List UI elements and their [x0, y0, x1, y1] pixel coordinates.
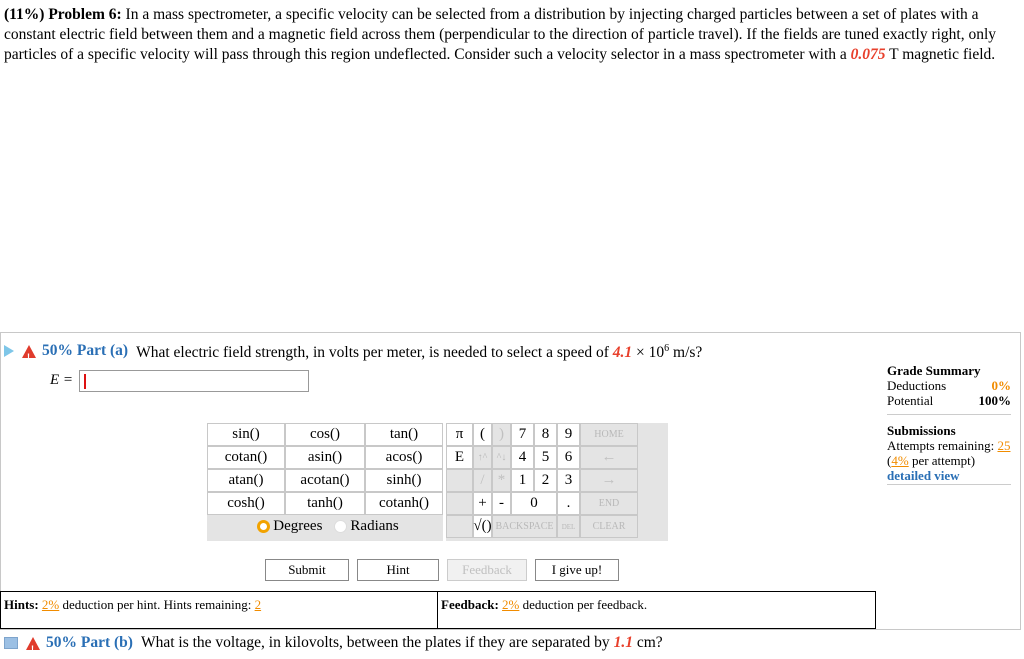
key-backspace[interactable]: BACKSPACE [492, 515, 557, 538]
key-multiply[interactable]: * [492, 469, 511, 492]
key-8[interactable]: 8 [534, 423, 557, 446]
attempts-remaining: Attempts remaining: 25 [887, 438, 1011, 453]
answer-input[interactable] [79, 370, 309, 392]
key-clear[interactable]: CLEAR [580, 515, 638, 538]
deductions-label: Deductions [887, 378, 947, 393]
key-2[interactable]: 2 [534, 469, 557, 492]
action-buttons [265, 559, 627, 581]
key-lparen[interactable]: ( [473, 423, 492, 446]
key-sinh[interactable]: sinh() [365, 469, 443, 492]
key-cosh[interactable]: cosh() [207, 492, 285, 515]
key-pi[interactable]: π [446, 423, 473, 446]
degrees-radio[interactable] [257, 520, 270, 533]
grade-summary [887, 363, 1011, 485]
part-b-label[interactable]: 50% Part (b) [46, 634, 133, 651]
key-acos[interactable]: acos() [365, 446, 443, 469]
key-blank-2 [446, 492, 473, 515]
distance-value: 1.1 [613, 634, 633, 651]
key-7[interactable]: 7 [511, 423, 534, 446]
potential-label: Potential [887, 393, 934, 408]
angle-mode [207, 515, 443, 538]
part-b-title [4, 633, 663, 653]
part-a-label: 50% Part (a) [42, 342, 129, 360]
speed-value: 4.1 [612, 344, 633, 362]
radians-label: Radians [350, 518, 399, 534]
key-asin[interactable]: asin() [285, 446, 365, 469]
magnetic-field-value: 0.075 [850, 46, 886, 63]
hint-button[interactable]: Hint [357, 559, 439, 581]
key-6[interactable]: 6 [557, 446, 580, 469]
key-3[interactable]: 3 [557, 469, 580, 492]
key-sqrt[interactable]: √() [473, 515, 492, 538]
key-4[interactable]: 4 [511, 446, 534, 469]
key-home[interactable]: HOME [580, 423, 638, 446]
key-sin[interactable]: sin() [207, 423, 285, 446]
problem-weight: (11%) [4, 6, 45, 23]
key-blank [446, 469, 473, 492]
key-minus[interactable]: - [492, 492, 511, 515]
key-0[interactable]: 0 [511, 492, 557, 515]
key-cotanh[interactable]: cotanh() [365, 492, 443, 515]
problem-text-1: In a mass spectrometer, a specific velocity can be selected from a distribution by injecting charged particles between a set of plates with a constant electric field between them and a magnetic field across them (perpendicular to the direction of particle travel). If the fields are tuned exactly right, only particles of a specific velocity will pass through this region undeflected. Consider such a velocity selector in a mass spectrometer with a [4, 6, 997, 63]
key-divide[interactable]: / [473, 469, 492, 492]
key-e[interactable]: E [446, 446, 473, 469]
submit-button[interactable]: Submit [265, 559, 349, 581]
collapse-icon[interactable] [4, 637, 18, 649]
key-rparen[interactable]: ) [492, 423, 511, 446]
key-acotan[interactable]: acotan() [285, 469, 365, 492]
key-blank-3 [446, 515, 473, 538]
part-a-title [4, 339, 702, 363]
attempts-value: 25 [997, 438, 1011, 453]
submissions-title: Submissions [887, 423, 956, 438]
part-b-question: What is the voltage, in kilovolts, between the plates if they are separated by 1.1 cm? [140, 634, 663, 651]
key-del[interactable]: DEL [557, 515, 580, 538]
problem-number: Problem 6: [48, 6, 122, 23]
key-up[interactable]: ↑^ [473, 446, 492, 469]
key-9[interactable]: 9 [557, 423, 580, 446]
text-caret [84, 374, 86, 389]
radians-radio[interactable] [334, 520, 347, 533]
feedback-button[interactable]: Feedback [447, 559, 527, 581]
key-tan[interactable]: tan() [365, 423, 443, 446]
key-end[interactable]: END [580, 492, 638, 515]
detailed-view-link[interactable]: detailed view [887, 468, 1011, 485]
warning-icon: ! [22, 345, 36, 358]
key-down[interactable]: ^↓ [492, 446, 511, 469]
answer-variable-label: E = [50, 372, 74, 388]
potential-value: 100% [978, 393, 1011, 408]
per-attempt: (4% per attempt) [887, 453, 976, 468]
key-dot[interactable]: . [557, 492, 580, 515]
right-arrow-icon[interactable]: → [580, 469, 638, 492]
left-arrow-icon[interactable]: ← [580, 446, 638, 469]
feedback-info: Feedback: 2% deduction per feedback. [437, 591, 876, 629]
warning-icon: ! [26, 637, 40, 650]
deductions-value: 0% [991, 378, 1011, 393]
key-atan[interactable]: atan() [207, 469, 285, 492]
hints-info: Hints: 2% deduction per hint. Hints remaining: 2 [0, 591, 437, 629]
grade-summary-title: Grade Summary [887, 363, 981, 378]
numeric-keypad [446, 423, 668, 541]
give-up-button[interactable]: I give up! [535, 559, 619, 581]
key-cotan[interactable]: cotan() [207, 446, 285, 469]
function-keypad [207, 423, 443, 541]
key-tanh[interactable]: tanh() [285, 492, 365, 515]
key-1[interactable]: 1 [511, 469, 534, 492]
key-cos[interactable]: cos() [285, 423, 365, 446]
key-plus[interactable]: + [473, 492, 492, 515]
problem-text-2: T magnetic field. [885, 46, 996, 63]
problem-statement [4, 5, 1018, 65]
part-a-question: What electric field strength, in volts per meter, is needed to select a speed of $4.1 \times 10^6$ m/s? [136, 343, 703, 362]
key-5[interactable]: 5 [534, 446, 557, 469]
degrees-label: Degrees [273, 518, 323, 534]
expand-arrow-icon[interactable] [4, 345, 14, 357]
